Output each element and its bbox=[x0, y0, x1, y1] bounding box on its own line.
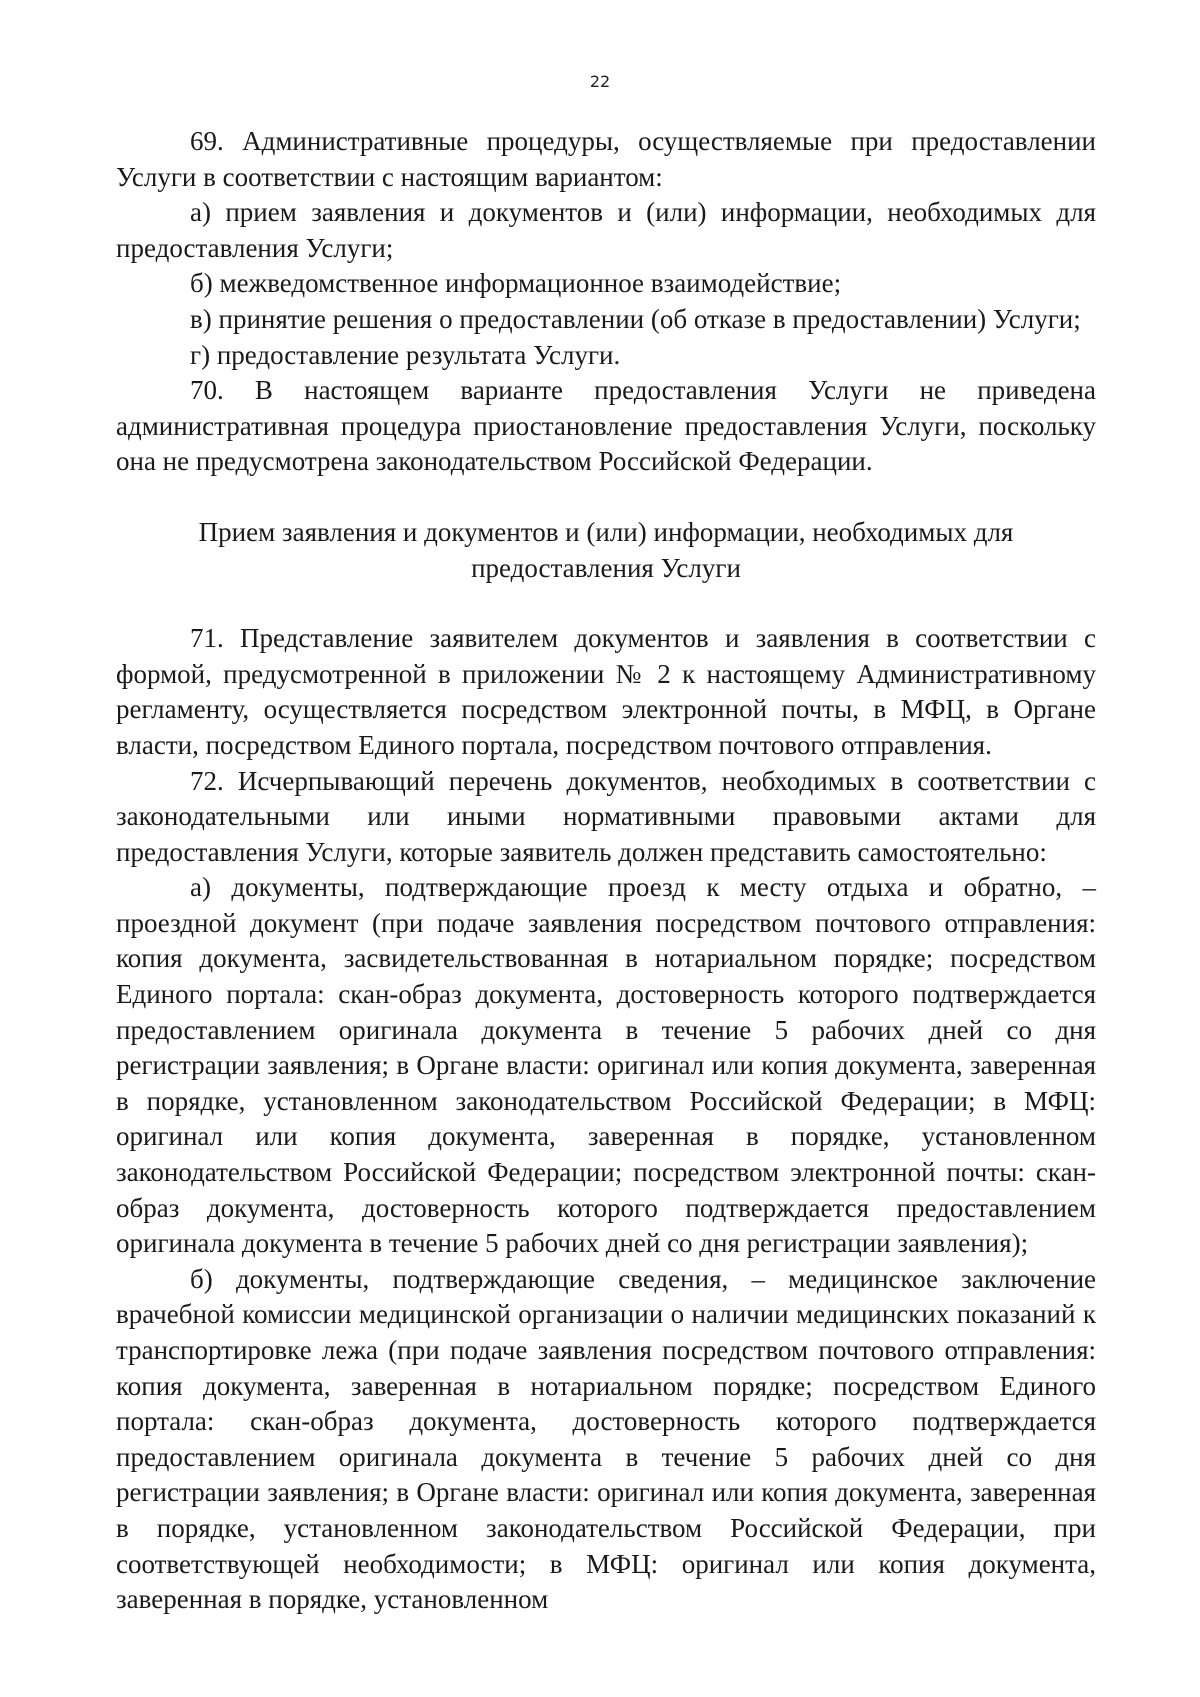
list-item-69v: в) принятие решения о предоставлении (об отказе в предоставлении) Услуги; bbox=[190, 303, 1081, 334]
paragraph-69: 69. Административные процедуры, осуществляемые при предоставлении Услуги в соответствии с настоящим вариантом: bbox=[116, 126, 1096, 192]
page-number: 22 bbox=[589, 72, 611, 91]
paragraph-72: 72. Исчерпывающий перечень документов, необходимых в соответствии с законодательными или иными нормативными правовыми актами для предоставления Услуги, которые заявитель должен представить самостоятельно: bbox=[116, 765, 1096, 867]
list-item-69a: а) прием заявления и документов и (или) информации, необходимых для предоставления Услуги; bbox=[116, 197, 1096, 263]
paragraph-70: 70. В настоящем варианте предоставления Услуги не приведена административная процедура приостановление предоставления Услуги, поскольку она не предусмотрена законодательством Российской Федерации. bbox=[116, 375, 1096, 477]
section-heading: Прием заявления и документов и (или) информации, необходимых для предоставления Услуги bbox=[198, 516, 1014, 583]
document-body bbox=[116, 124, 1096, 1618]
list-item-72a: а) документы, подтверждающие проезд к месту отдыха и обратно, – проездной документ (при подаче заявления посредством почтового отправления: копия документа, засвидетельствованная в нотариальном порядке; посредством Единого портала: скан-образ документа, достоверность которого подтверждается предоставлением оригинала документа в течение 5 рабочих дней со дня регистрации заявления; в Органе власти: оригинал или копия документа, заверенная в порядке, установленном законодательством Российской Федерации; в МФЦ: оригинал или копия документа, заверенная в порядке, установленном законодательством Российской Федерации; посредством электронной почты: скан-образ документа, достоверность которого подтверждается предоставлением оригинала документа в течение 5 рабочих дней со дня регистрации заявления); bbox=[116, 872, 1096, 1259]
list-item-69b: б) межведомственное информационное взаимодействие; bbox=[190, 268, 842, 299]
paragraph-71: 71. Представление заявителем документов и заявления в соответствии с формой, предусмотренной в приложении № 2 к настоящему Административному регламенту, осуществляется посредством электронной почты, в МФЦ, в Органе власти, посредством Единого портала, посредством почтового отправления. bbox=[116, 623, 1096, 760]
list-item-69g: г) предоставление результата Услуги. bbox=[190, 339, 621, 370]
list-item-72b: б) документы, подтверждающие сведения, – медицинское заключение врачебной комиссии медицинской организации о наличии медицинских показаний к транспортировке лежа (при подаче заявления посредством почтового отправления: копия документа, заверенная в нотариальном порядке; посредством Единого портала: скан-образ документа, достоверность которого подтверждается предоставлением оригинала документа в течение 5 рабочих дней со дня регистрации заявления; в Органе власти: оригинал или копия документа, заверенная в порядке, установленном законодательством Российской Федерации, при соответствующей необходимости; в МФЦ: оригинал или копия документа, заверенная в порядке, установленном bbox=[116, 1263, 1096, 1615]
